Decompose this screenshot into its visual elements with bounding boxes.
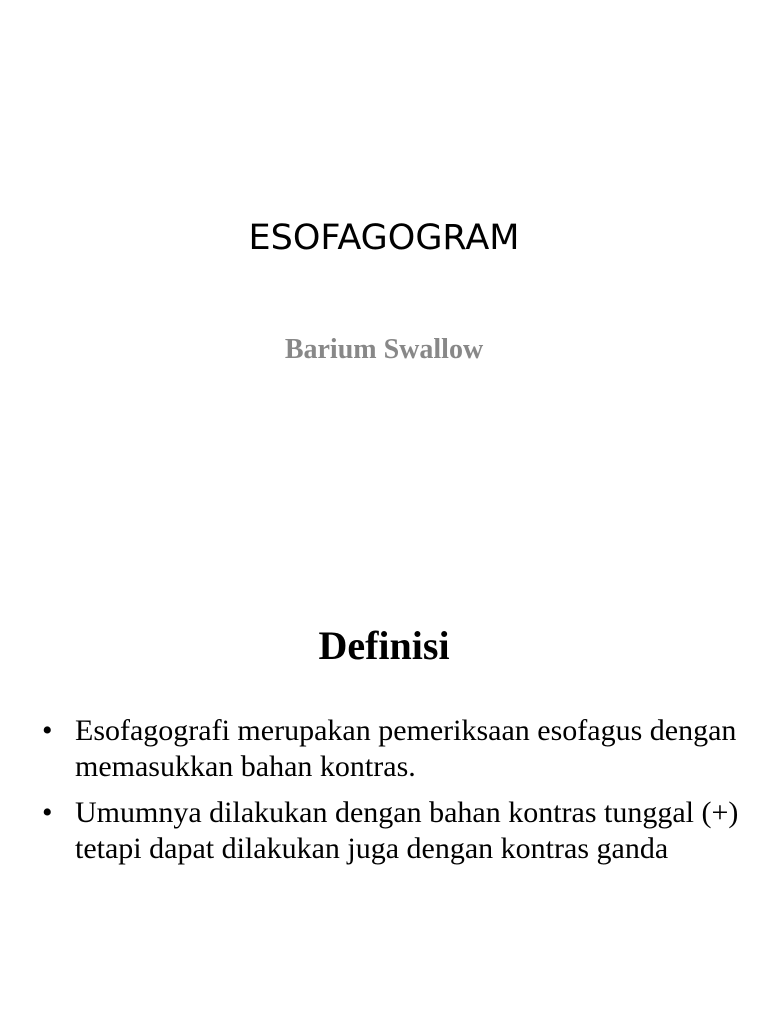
bullet-item (42, 713, 742, 785)
definition-slide (0, 512, 768, 1024)
bullet-item (42, 795, 742, 867)
slide-title: ESOFAGOGRAM (248, 218, 520, 258)
bullet-icon: • (42, 796, 53, 829)
bullet-list (42, 713, 742, 877)
bullet-text: Esofagografi merupakan pemeriksaan esofagus dengan memasukkan bahan kontras. (75, 714, 737, 783)
bullet-icon: • (42, 714, 53, 747)
bullet-text: Umumnya dilakukan dengan bahan kontras tunggal (+) tetapi dapat dilakukan juga dengan kontras ganda (75, 796, 739, 865)
slide-subtitle: Barium Swallow (284, 334, 484, 365)
section-heading: Definisi (318, 623, 450, 668)
